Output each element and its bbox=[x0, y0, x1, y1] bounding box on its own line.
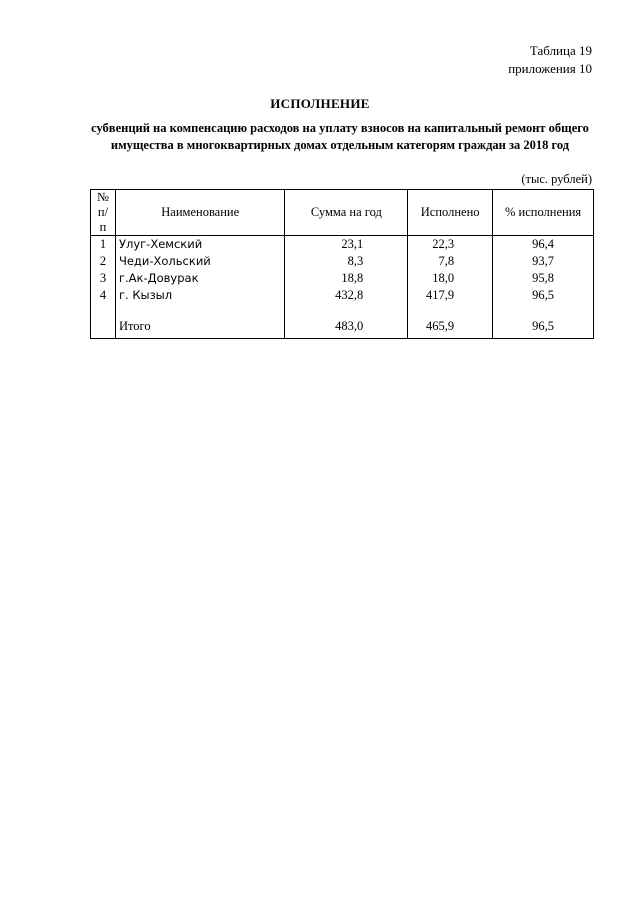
total-name: Итого bbox=[115, 318, 285, 339]
table-reference bbox=[508, 42, 592, 78]
spacer-cell bbox=[115, 304, 285, 318]
execution-table bbox=[90, 189, 594, 339]
row-done: 417,9 bbox=[408, 287, 493, 304]
spacer-cell bbox=[91, 304, 116, 318]
total-row bbox=[91, 318, 594, 339]
unit-label: (тыс. рублей) bbox=[521, 172, 592, 186]
row-done: 18,0 bbox=[408, 270, 493, 287]
row-percent: 96,5 bbox=[493, 287, 594, 304]
table-row bbox=[91, 253, 594, 270]
row-percent: 93,7 bbox=[493, 253, 594, 270]
table-row bbox=[91, 270, 594, 287]
table-header-row bbox=[91, 190, 594, 236]
row-done: 7,8 bbox=[408, 253, 493, 270]
row-name: Чеди-Хольский bbox=[115, 253, 285, 270]
row-done: 22,3 bbox=[408, 236, 493, 254]
header-percent: % исполнения bbox=[493, 190, 594, 236]
spacer-cell bbox=[285, 304, 408, 318]
row-percent: 95,8 bbox=[493, 270, 594, 287]
total-plan: 483,0 bbox=[285, 318, 408, 339]
total-number bbox=[91, 318, 116, 339]
header-name: Наименование bbox=[115, 190, 285, 236]
row-name: г.Ак-Довурак bbox=[115, 270, 285, 287]
row-percent: 96,4 bbox=[493, 236, 594, 254]
row-number: 4 bbox=[91, 287, 116, 304]
spacer-row bbox=[91, 304, 594, 318]
row-name: г. Кызыл bbox=[115, 287, 285, 304]
table-row bbox=[91, 287, 594, 304]
total-percent: 96,5 bbox=[493, 318, 594, 339]
header-done: Исполнено bbox=[408, 190, 493, 236]
document-title: ИСПОЛНЕНИЕ bbox=[270, 96, 370, 111]
row-plan: 23,1 bbox=[285, 236, 408, 254]
table-row bbox=[91, 236, 594, 254]
row-number: 2 bbox=[91, 253, 116, 270]
row-name: Улуг-Хемский bbox=[115, 236, 285, 254]
appendix-number: приложения 10 bbox=[508, 61, 592, 76]
header-number: № п/п bbox=[91, 190, 116, 236]
row-plan: 432,8 bbox=[285, 287, 408, 304]
spacer-cell bbox=[408, 304, 493, 318]
document-subtitle: субвенций на компенсацию расходов на уплату взносов на капитальный ремонт общего имущества в многоквартирных домах отдельным категорям граждан за 2018 год bbox=[91, 121, 589, 152]
row-plan: 18,8 bbox=[285, 270, 408, 287]
table-number: Таблица 19 bbox=[529, 43, 592, 58]
row-number: 1 bbox=[91, 236, 116, 254]
spacer-cell bbox=[493, 304, 594, 318]
header-plan: Сумма на год bbox=[285, 190, 408, 236]
row-number: 3 bbox=[91, 270, 116, 287]
total-done: 465,9 bbox=[408, 318, 493, 339]
row-plan: 8,3 bbox=[285, 253, 408, 270]
